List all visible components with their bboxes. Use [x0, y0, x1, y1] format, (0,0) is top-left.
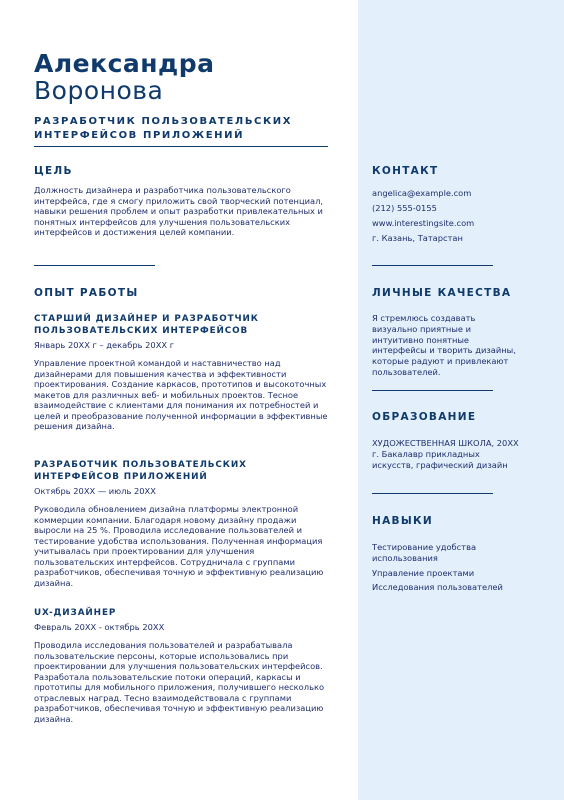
contact-section [372, 165, 522, 246]
qualities-divider [372, 390, 493, 391]
contact-website[interactable]: www.interestingsite.com [372, 218, 475, 228]
experience-heading: ОПЫТ РАБОТЫ [34, 287, 139, 299]
education-section [372, 411, 522, 470]
skills-section [372, 515, 522, 593]
qualities-heading: ЛИЧНЫЕ КАЧЕСТВА [372, 287, 512, 299]
contact-location: г. Казань, Татарстан [372, 233, 463, 243]
job-description: Руководила обновлением дизайна платформы электронной коммерции компании. Благодаря новому дизайну продажи выросли на 25 %. Проводила исследование пользователей и тестирование удобства использования. Полученная информация учитывалась при проектировании для улучшения пользовательских интерфейсов. Сотрудничала с группами разработчиков, обеспечивая точную и эффективную реализацию дизайна. [34, 504, 324, 588]
skills-heading: НАВЫКИ [372, 515, 433, 527]
job-description: Проводила исследования пользователей и разрабатывала пользовательские персоны, которые использовались при проектировании для улучшения пользовательских интерфейсов. Разработала пользовательские потоки операций, каркасы и прототипы для мобильного приложения, получившего несколько отраслевых наград. Тесно взаимодействовала с группами разработчиков, обеспечивая точную и эффективную реализацию дизайна. [34, 640, 325, 724]
qualities-section [372, 287, 522, 378]
job-dates: Январь 20XX г – декабрь 20XX г [34, 340, 175, 350]
contact-heading: КОНТАКТ [372, 165, 439, 177]
job-description: Управление проектной командой и наставничество над дизайнерами для повышения качества и эффективности проектирования. Создание каркасов, прототипов и высокоточных макетов для различных веб- и мобильных проектов. Тесное взаимодействие с клиентами для понимания их потребностей и целей и преобразование полученной информации в эффективные решения дизайна. [34, 358, 328, 431]
contact-phone: (212) 555-0155 [372, 203, 437, 213]
header [34, 50, 328, 147]
job-title: РАЗРАБОТЧИК ПОЛЬЗОВАТЕЛЬСКИХ ИНТЕРФЕЙСОВ ПРИЛОЖЕНИЙ [34, 460, 247, 482]
job-dates: Октябрь 20XX — июль 20XX [34, 486, 156, 496]
education-heading: ОБРАЗОВАНИЕ [372, 411, 477, 423]
skill-item: Тестирование удобства использования [372, 542, 477, 563]
skill-item: Исследования пользователей [372, 582, 503, 593]
first-name: Александра [34, 49, 215, 78]
job-entry [34, 607, 330, 724]
job-entry [34, 459, 330, 588]
qualities-text: Я стремлюсь создавать визуально приятные и интуитивно понятные интерфейсы и творить дизайны, которые радуют и привлекают пользователей. [372, 313, 516, 377]
job-entry [34, 313, 330, 432]
sidebar-background [358, 0, 564, 800]
goal-divider [34, 265, 155, 266]
job-dates: Февраль 20XX - октябрь 20XX [34, 622, 165, 632]
job-title: РАЗРАБОТЧИК ПОЛЬЗОВАТЕЛЬСКИХ ИНТЕРФЕЙСОВ ПРИЛОЖЕНИЙ [34, 116, 293, 141]
skill-item: Управление проектами [372, 567, 475, 578]
goal-text: Должность дизайнера и разработчика пользовательского интерфейса, где я смогу приложить свой творческий потенциал, навыки решения проблем и опыт разработки привлекательных и понятных интерфейсов для улучшения пользовательских интерфейсов и достижения целей компании. [34, 185, 324, 237]
job-title: UX-ДИЗАЙНЕР [34, 608, 117, 618]
goal-section [34, 165, 330, 238]
education-divider [372, 493, 493, 494]
education-text: ХУДОЖЕСТВЕННАЯ ШКОЛА, 20XX г. Бакалавр прикладных искусств, графический дизайн [372, 438, 519, 470]
goal-heading: ЦЕЛЬ [34, 165, 73, 177]
contact-email[interactable]: angelica@example.com [372, 188, 472, 198]
job-title: СТАРШИЙ ДИЗАЙНЕР И РАЗРАБОТЧИК ПОЛЬЗОВАТЕЛЬСКИХ ИНТЕРФЕЙСОВ [34, 314, 259, 336]
header-divider [34, 146, 328, 147]
last-name: Воронова [34, 76, 164, 105]
contact-divider [372, 265, 493, 266]
experience-section [34, 287, 330, 299]
